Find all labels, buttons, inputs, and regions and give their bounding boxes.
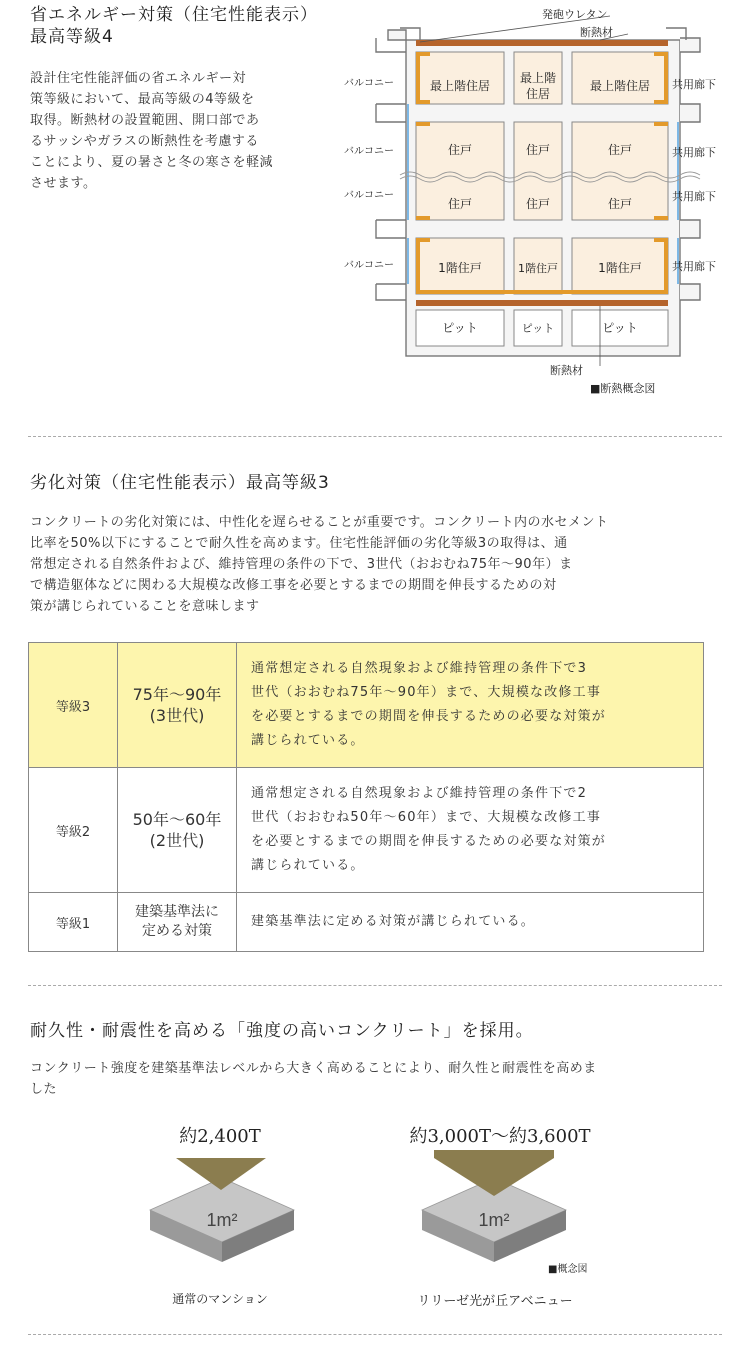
corridor-label-2: 共用廊下: [672, 146, 716, 159]
deterioration-description: コンクリートの劣化対策には、中性化を遅らせることが重要です。コンクリート内の水セメント 比率を50%以下にすることで耐久性を高めます。住宅性能評価の劣化等級3の取得は、通 常想定される自然条件および、維持管理の条件の下で、3世代（おおむね75年〜90年）ま で構造躯体などに関わる大規模な改修工事を必要とするまでの期間を伸長するための対 策が講じられていることを意味します: [30, 515, 609, 614]
top-floor-mid-label-2: 住居: [525, 87, 551, 101]
label-urethane: 発砲ウレタン: [542, 8, 608, 21]
diagram-caption: ■断熱概念図: [590, 382, 656, 395]
ground-floor-left-label: 1階住戸: [438, 261, 482, 275]
section-title-deterioration: 劣化対策（住宅性能表示）最高等級3: [30, 473, 330, 493]
table-row-grade1: [29, 893, 704, 952]
grade-cell: 等級2: [29, 768, 118, 893]
corridor-label-1: 共用廊下: [672, 78, 716, 91]
balcony-label-4: バルコニー: [344, 260, 394, 271]
right-caption: リリーゼ光が丘アベニュー: [417, 1294, 573, 1309]
corridor-label-3: 共用廊下: [672, 190, 716, 203]
unit-label-3: 住戸: [607, 143, 633, 157]
unit-label-6: 住戸: [607, 197, 633, 211]
roof-urethane: [416, 40, 668, 46]
concrete-description: コンクリート強度を建築基準法レベルから大きく高めることにより、耐久性と耐震性を高めま した: [30, 1061, 597, 1097]
unit-label-2: 住戸: [525, 143, 551, 157]
left-arrow: [176, 1158, 266, 1190]
top-floor-right-label: 最上階住居: [589, 79, 651, 93]
pit-label-3: ピット: [602, 321, 638, 335]
ground-floor-mid-label: 1階住戸: [518, 262, 558, 275]
title-line-1: 省エネルギー対策（住宅性能表示）: [30, 5, 318, 25]
balcony-label-1: バルコニー: [344, 78, 394, 89]
pit-label-2: ピット: [521, 322, 555, 335]
right-arrow: [434, 1150, 554, 1196]
grade-cell: 等級3: [29, 643, 118, 768]
section-title-energy: [30, 4, 318, 48]
left-caption: 通常のマンション: [172, 1292, 268, 1306]
floor-insulation: [416, 300, 668, 306]
table-row-grade3: [29, 643, 704, 768]
unit-label-4: 住戸: [447, 197, 473, 211]
left-block-label: 1m²: [206, 1210, 238, 1230]
divider-3: [28, 1334, 722, 1335]
label-insulation-bottom: 断熱材: [550, 364, 583, 377]
divider-1: [28, 436, 722, 437]
room-top-right: [572, 52, 668, 104]
left-strength-value: 約2,400T: [179, 1126, 261, 1147]
grade-cell: 等級1: [29, 893, 118, 952]
period-cell: 75年〜90年 (3世代): [118, 643, 237, 768]
pit-label-1: ピット: [442, 321, 478, 335]
grade-table: [28, 642, 704, 952]
insulation-diagram: [340, 0, 740, 410]
period-cell: 50年〜60年 (2世代): [118, 768, 237, 893]
divider-2: [28, 985, 722, 986]
table-row-grade2: [29, 768, 704, 893]
insulation-diagram-svg: [340, 0, 740, 410]
ground-floor-right-label: 1階住戸: [598, 261, 642, 275]
description-cell: 通常想定される自然現象および維持管理の条件下で2 世代（おおむね50年〜60年）まで、大規模な改修工事 を必要とするまでの期間を伸長するための必要な対策が 講じられている。: [237, 768, 704, 893]
description-cell: 通常想定される自然現象および維持管理の条件下で3 世代（おおむね75年〜90年）まで、大規模な改修工事 を必要とするまでの期間を伸長するための必要な対策が 講じられている。: [237, 643, 704, 768]
section-title-concrete: 耐久性・耐震性を高める「強度の高いコンクリート」を採用。: [30, 1021, 534, 1041]
concrete-blocks-illustration: [130, 1150, 650, 1300]
description-cell: 建築基準法に定める対策が講じられている。: [237, 893, 704, 952]
period-cell: 建築基準法に 定める対策: [118, 893, 237, 952]
corridor-label-4: 共用廊下: [672, 260, 716, 273]
unit-label-5: 住戸: [525, 197, 551, 211]
unit-label-1: 住戸: [447, 143, 473, 157]
right-strength-value: 約3,000T〜約3,600T: [409, 1126, 591, 1147]
top-floor-mid-label-1: 最上階: [519, 71, 557, 85]
top-floor-left-label: 最上階住居: [429, 79, 491, 93]
energy-description: 設計住宅性能評価の省エネルギー対 策等級において、最高等級の4等級を 取得。断熱材の設置範囲、開口部であ るサッシやガラスの断熱性を考慮する ことにより、夏の暑さと冬の寒さを軽減 させます。: [30, 71, 274, 191]
balcony-label-2: バルコニー: [344, 146, 394, 157]
title-line-2: 最高等級4: [30, 27, 114, 47]
room-top-left: [416, 52, 504, 104]
right-block-label: 1m²: [478, 1210, 510, 1230]
concept-note: ■概念図: [548, 1264, 588, 1275]
balcony-label-3: バルコニー: [344, 190, 394, 201]
label-insulation-top: 断熱材: [580, 26, 613, 39]
